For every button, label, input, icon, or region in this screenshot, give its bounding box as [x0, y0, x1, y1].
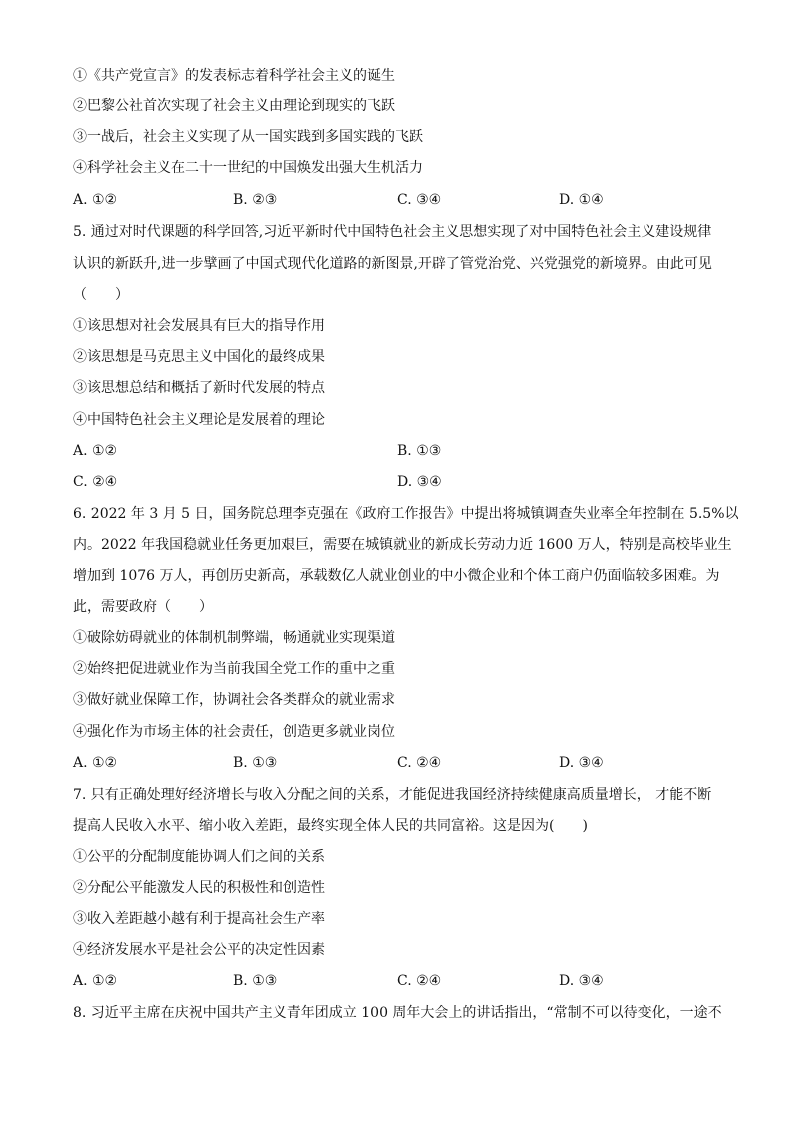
- q5-option-b: B. ①③: [397, 443, 442, 459]
- q6-item-4: ④强化作为市场主体的社会责任，创造更多就业岗位: [73, 724, 395, 740]
- q5-options-row-1: [73, 441, 733, 461]
- q4-item-4: ④科学社会主义在二十一世纪的中国焕发出强大生机活力: [73, 160, 423, 176]
- q5-item-1: ①该思想对社会发展具有巨大的指导作用: [73, 318, 325, 334]
- q7-item-3: ③收入差距越小越有利于提高社会生产率: [73, 911, 325, 927]
- q7-option-b: B. ①③: [233, 973, 278, 989]
- q5-item-2: ②该思想是马克思主义中国化的最终成果: [73, 349, 325, 365]
- q5-item-3: ③该思想总结和概括了新时代发展的特点: [73, 380, 325, 396]
- q5-options-row-2: [73, 472, 733, 492]
- q4-item-2: ②巴黎公社首次实现了社会主义由理论到现实的飞跃: [73, 98, 395, 114]
- q7-item-1: ①公平的分配制度能协调人们之间的关系: [73, 849, 325, 865]
- q7-option-c: C. ②④: [397, 973, 442, 989]
- q6-stem-line-2: 内。2022 年我国稳就业任务更加艰巨，需要在城镇就业的新成长劳动力近 1600 万人，特别是高校毕业生: [73, 537, 732, 553]
- q4-item-1: ①《共产党宣言》的发表标志着科学社会主义的诞生: [73, 68, 395, 84]
- q6-option-c: C. ②④: [397, 755, 442, 771]
- q6-option-b: B. ①③: [233, 755, 278, 771]
- q4-option-a: A. ①②: [73, 192, 118, 208]
- q6-option-d: D. ③④: [559, 755, 604, 771]
- q4-option-c: C. ③④: [397, 192, 442, 208]
- q5-item-4: ④中国特色社会主义理论是发展着的理论: [73, 412, 325, 428]
- q6-item-2: ②始终把促进就业作为当前我国全党工作的重中之重: [73, 661, 395, 677]
- q6-item-3: ③做好就业保障工作，协调社会各类群众的就业需求: [73, 692, 395, 708]
- q5-stem-line-1: 5. 通过对时代课题的科学回答,习近平新时代中国特色社会主义思想实现了对中国特色社会主义建设规律: [73, 224, 712, 240]
- q6-item-1: ①破除妨碍就业的体制机制弊端，畅通就业实现渠道: [73, 630, 395, 646]
- q6-stem-line-4: 此，需要政府（ ）: [73, 599, 213, 615]
- q5-option-d: D. ③④: [397, 474, 442, 490]
- q7-item-4: ④经济发展水平是社会公平的决定性因素: [73, 942, 325, 958]
- q4-options: [73, 190, 733, 210]
- q6-option-a: A. ①②: [73, 755, 118, 771]
- q7-option-d: D. ③④: [559, 973, 604, 989]
- q5-option-a: A. ①②: [73, 443, 118, 459]
- q7-options: [73, 971, 733, 991]
- q7-stem-line-2: 提高人民收入水平、缩小收入差距，最终实现全体人民的共同富裕。这是因为( ): [73, 818, 588, 834]
- q5-stem-line-2: 认识的新跃升,进一步擘画了中国式现代化道路的新图景,开辟了管党治党、兴党强党的新境界。由此可见: [73, 256, 712, 272]
- q6-options: [73, 753, 733, 773]
- q4-option-b: B. ②③: [233, 192, 278, 208]
- q8-stem-line-1: 8. 习近平主席在庆祝中国共产主义青年团成立 100 周年大会上的讲话指出，“常制不可以待变化，一途不: [73, 1005, 722, 1021]
- q4-option-d: D. ①④: [559, 192, 604, 208]
- q7-option-a: A. ①②: [73, 973, 118, 989]
- q7-stem-line-1: 7. 只有正确处理好经济增长与收入分配之间的关系，才能促进我国经济持续健康高质量增长， 才能不断: [73, 787, 712, 803]
- q6-stem-line-1: 6. 2022 年 3 月 5 日，国务院总理李克强在《政府工作报告》中提出将城镇调查失业率全年控制在 5.5%以: [73, 506, 739, 522]
- q5-stem-line-3: （ ）: [73, 287, 129, 303]
- q7-item-2: ②分配公平能激发人民的积极性和创造性: [73, 880, 325, 896]
- q6-stem-line-3: 增加到 1076 万人，再创历史新高，承载数亿人就业创业的中小微企业和个体工商户仍面临较多困难。为: [73, 568, 720, 584]
- q4-item-3: ③一战后，社会主义实现了从一国实践到多国实践的飞跃: [73, 129, 423, 145]
- q5-option-c: C. ②④: [73, 474, 118, 490]
